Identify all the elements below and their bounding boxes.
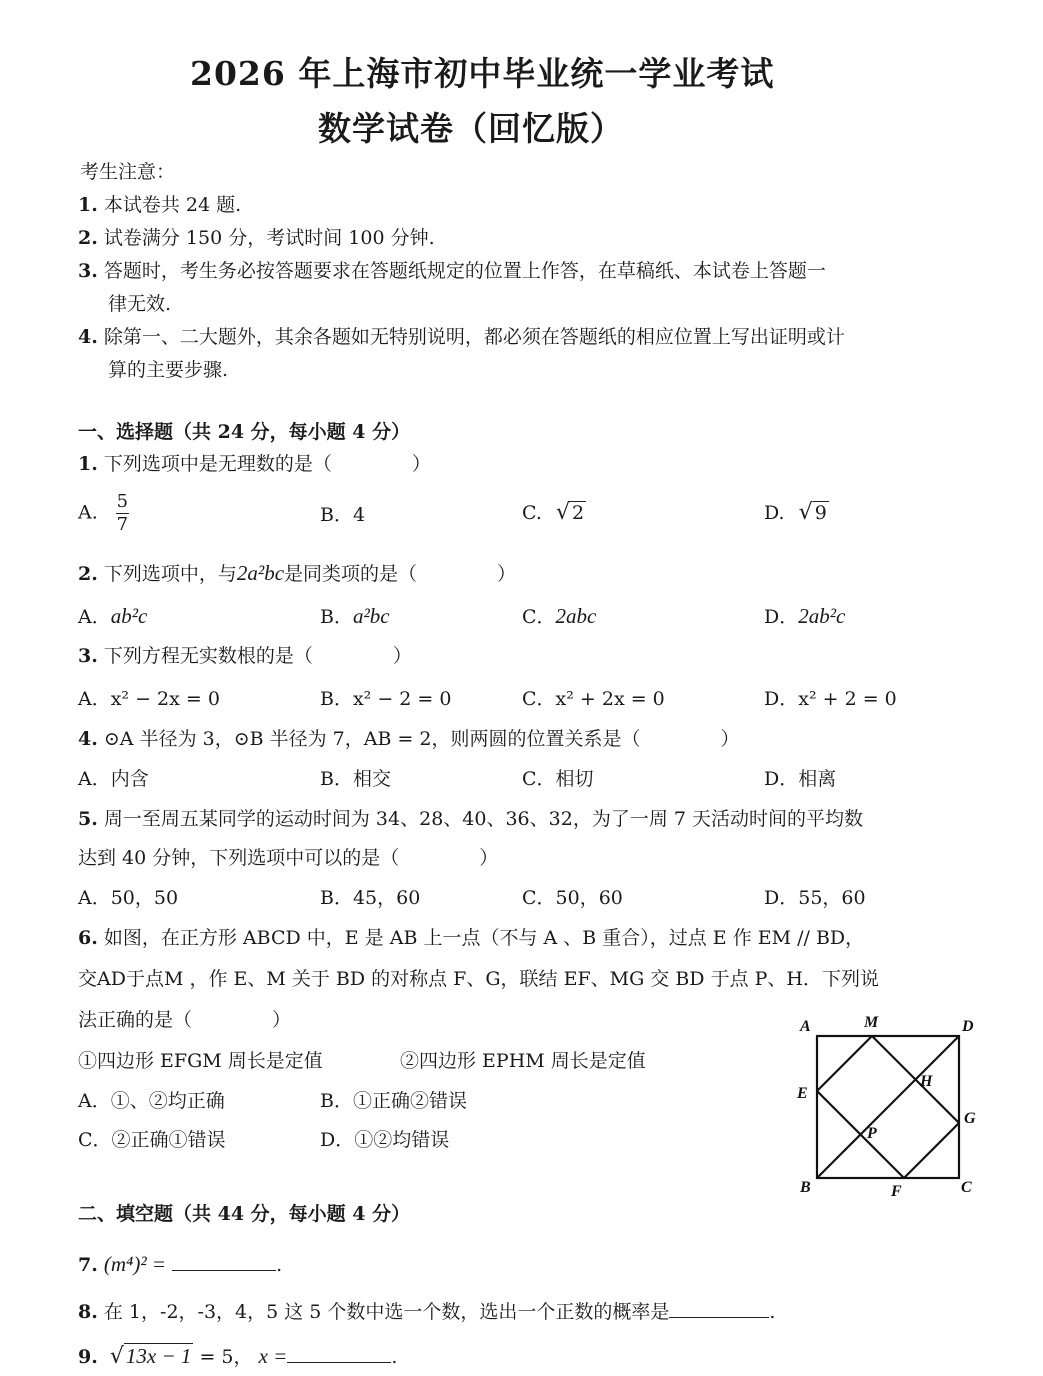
question-close: ） [720,728,740,750]
notice-text: 本试卷共 24 题. [103,194,242,216]
math-expression: (m⁴)² = [103,1252,167,1276]
label-d: D [962,1018,974,1035]
notice-num: 1. [78,194,98,216]
option-label: B． [320,606,353,628]
math-expression: a²bc [352,604,390,628]
label-p: P [867,1125,877,1142]
q1-option-d [764,501,829,525]
notice-item-2 [78,226,435,250]
math-variable: x = [258,1344,288,1368]
question-6-line3 [78,1008,291,1032]
q4-option-b: B．相交 [320,768,391,790]
notice-text: 答题时，考生务必按答题要求在答题纸规定的位置上作答，在草稿纸、本试卷上答题一 [103,260,826,282]
question-6-line2: 交AD于点M ，作 E、M 关于 BD 的对称点 F、G，联结 EF、MG 交 BD 于点 P、H．下列说 [78,968,879,990]
label-a: A [800,1018,811,1035]
q4-option-d: D．相离 [764,768,837,790]
notice-num: 3. [78,260,98,282]
question-num: 8. [78,1301,98,1323]
square-root [556,501,586,525]
q5-option-c: C．50，60 [522,887,623,909]
answer-blank[interactable] [287,1342,391,1363]
question-num: 2. [78,563,98,585]
q3-option-c: C．x² + 2x = 0 [522,688,665,710]
question-num: 9. [78,1346,98,1368]
option-label: C． [522,606,556,628]
option-label: C. [522,502,542,524]
question-stem: 如图，在正方形 ABCD 中，E 是 AB 上一点（不与 A 、B 重合），过点 E 作 EM // BD， [103,927,865,949]
segment-em [817,1036,872,1091]
q6-option-d: D．①②均错误 [320,1129,450,1151]
q6-option-a: A．①、②均正确 [78,1090,225,1112]
radical-sign-icon: √ [109,1344,124,1369]
question-num: 5. [78,808,98,830]
label-g: G [964,1110,976,1127]
q3-option-b: B．x² − 2 = 0 [320,688,452,710]
diagonal-bd [817,1036,959,1178]
notice-num: 4. [78,326,98,348]
radicand: 13x − 1 [125,1344,192,1368]
question-stem: 周一至周五某同学的运动时间为 34、28、40、36、32，为了一周 7 天活动时间的平均数 [103,808,863,830]
question-7 [78,1250,282,1277]
option-label: A． [78,606,111,628]
q1-option-b: B．4 [320,504,366,526]
radicand: 9 [814,502,827,524]
question-4 [78,727,740,751]
q5-option-d: D．55，60 [764,887,866,909]
question-stem: ⊙A 半径为 3，⊙B 半径为 7，AB = 2，则两圆的位置关系是（ [103,728,641,750]
q2-option-a [78,604,147,629]
question-num: 4. [78,728,98,750]
label-h: H [920,1073,933,1090]
question-num: 3. [78,645,98,667]
notice-item-1 [78,193,241,217]
label-b: B [800,1179,811,1196]
radical-sign-icon: √ [798,500,813,525]
notice-heading: 考生注意： [80,161,176,183]
question-3 [78,644,412,668]
q4-option-c: C．相切 [522,768,594,790]
notice-text: 除第一、二大题外，其余各题如无特别说明，都必须在答题纸的相应位置上写出证明或计 [103,326,845,348]
question-1 [78,452,431,476]
q2-option-c [522,604,596,629]
radical-sign-icon: √ [555,500,570,525]
label-m: M [864,1014,879,1031]
q5-option-b: B．45，60 [320,887,421,909]
question-5 [78,807,863,831]
option-label: D. [764,502,785,524]
question-close: ） [272,1009,292,1031]
exam-subtitle: 数学试卷（回忆版） [318,109,624,148]
q1-option-c [522,501,586,525]
label-c: C [961,1179,972,1196]
q6-option-b: B．①正确②错误 [320,1090,467,1112]
square-abcd-figure [790,1005,990,1205]
q6-statement-1: ①四边形 EFGM 周长是定值 [78,1050,323,1072]
question-close: ） [497,563,517,585]
q2-option-b [320,604,390,629]
answer-blank[interactable] [172,1250,276,1271]
math-expression: ab²c [110,604,148,628]
radicand: 2 [571,502,585,524]
exam-title: 2026 年上海市初中毕业统一学业考试 [190,54,775,93]
math-expression: = 5， [199,1346,253,1368]
denominator: 7 [116,514,129,535]
label-e: E [797,1085,808,1102]
question-num: 7. [78,1254,98,1276]
question-close: ） [411,453,431,475]
math-expression: 2ab²c [798,604,846,628]
question-2 [78,561,516,586]
segment-fg [904,1123,959,1178]
question-close: ） [392,645,412,667]
notice-item-4 [78,325,845,349]
square-root [799,501,829,525]
question-stem: 是同类项的是（ [284,563,418,585]
period: . [276,1254,283,1276]
question-5-cont [78,846,498,870]
section1-heading: 一、选择题（共 24 分，每小题 4 分） [78,421,411,443]
period: . [769,1301,776,1323]
question-8 [78,1297,775,1324]
notice-text: 试卷满分 150 分，考试时间 100 分钟. [103,227,435,249]
answer-blank[interactable] [669,1297,769,1318]
q6-option-c: C．②正确①错误 [78,1129,226,1151]
section2-heading: 二、填空题（共 44 分，每小题 4 分） [78,1203,411,1225]
question-9 [78,1342,397,1369]
numerator: 5 [116,491,129,512]
q3-option-a: A．x² − 2x = 0 [78,688,220,710]
question-stem: 下列选项中是无理数的是（ [103,453,332,475]
q5-option-a: A．50，50 [78,887,179,909]
math-expression: 2a²bc [236,561,285,585]
math-expression: 2abc [555,604,597,628]
question-6 [78,926,864,950]
question-num: 1. [78,453,98,475]
q4-option-a: A．内含 [78,768,149,790]
square-root [110,1344,194,1369]
notice-item-4-cont: 算的主要步骤. [108,359,229,381]
question-close: ） [479,847,499,869]
question-stem: 下列方程无实数根的是（ [103,645,313,667]
question-stem: 达到 40 分钟，下列选项中可以的是（ [78,847,400,869]
label-f: F [891,1183,902,1200]
q2-option-d [764,604,845,629]
option-label: A. [78,501,98,524]
question-num: 6. [78,927,98,949]
option-label: D． [764,606,799,628]
question-stem: 下列选项中，与 [103,563,237,585]
q1-option-a [78,493,129,534]
notice-num: 2. [78,227,98,249]
notice-item-3-cont: 律无效. [108,293,172,315]
notice-item-3 [78,259,826,283]
question-stem: 法正确的是（ [78,1009,193,1031]
fraction [116,493,129,534]
q3-option-d: D．x² + 2 = 0 [764,688,897,710]
period: . [391,1346,398,1368]
question-stem: 在 1，-2，-3，4，5 这 5 个数中选一个数，选出一个正数的概率是 [103,1301,670,1323]
q6-statement-2: ②四边形 EPHM 周长是定值 [400,1050,646,1072]
